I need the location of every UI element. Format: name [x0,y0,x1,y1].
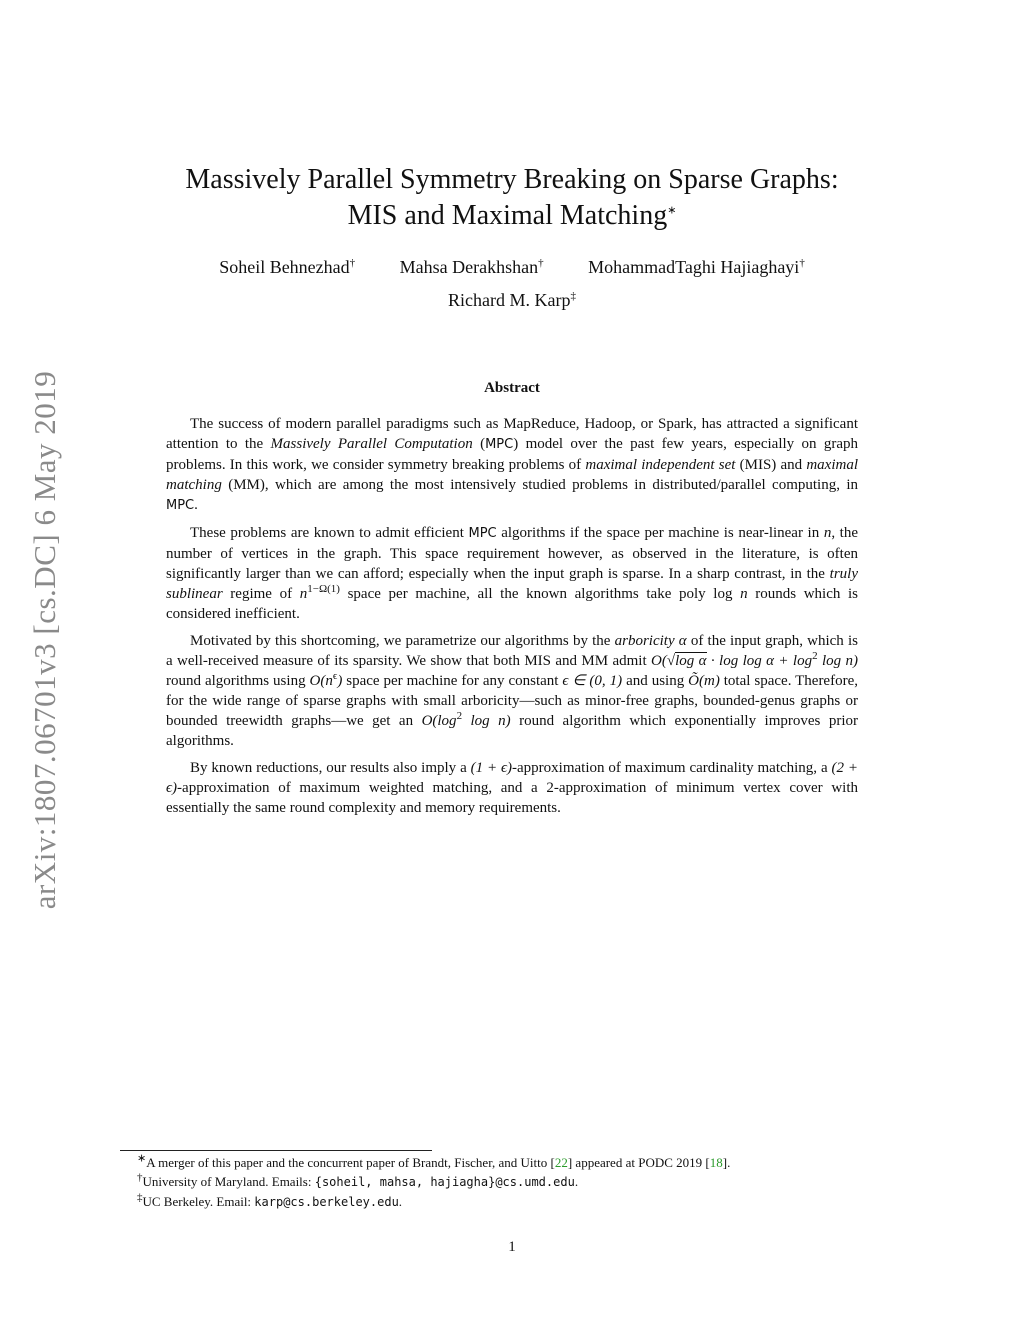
math-expression: O( [651,653,667,669]
footnote-mark: ‡ [137,1191,143,1204]
sqrt-sign: √ [666,653,676,669]
text-run: of the input graph, which is a well-received measure of its sparsity. We show that both MIS and MM admit [166,633,858,669]
email-address: karp@cs.berkeley.edu [254,1195,399,1209]
authors-row [0,257,1024,278]
math-symbol: n [740,586,748,602]
text-run: total space. Therefore, for the wide range of sparse graphs with small arboricity—such as minor-free graphs, bounded-genus graphs or bounded treewidth graphs—we get an [166,673,858,729]
title-line-2 [0,198,1024,234]
mpc-term: MPC [468,526,497,541]
arxiv-stamp: arXiv:1807.06701v3 [cs.DC] 6 May 2019 [27,370,62,910]
text-run: ) model over the past few years, especially on graph problems. In this work, we consider symmetry breaking problems of [166,436,859,473]
text-run: , the number of vertices in the graph. This space requirement however, as observed in the literature, is often significantly larger than we can afford; especially when the input graph is sparse. In a sharp contrast, in the [166,525,858,582]
emphasis: arboricity [614,633,675,649]
math-expression: ) [337,673,343,689]
text-run: . [574,1174,579,1189]
citation-link-22[interactable]: 22 [554,1155,568,1170]
math-expression: O(log [421,713,457,729]
text-run: round algorithm which exponentially improves prior algorithms. [166,713,858,749]
text-run: -approximation of maximum weighted matching, and a 2-approximation of minimum vertex cover with essentially the same round complexity and memory requirements. [166,780,858,816]
author-name: Soheil Behnezhad [219,257,350,277]
text-run: ]. [722,1155,731,1170]
math-exponent: ϵ [332,670,338,682]
page-number: 1 [508,1239,516,1255]
footnote-rule [120,1150,432,1151]
author-mark: † [799,257,805,269]
math-symbol: n [299,586,308,602]
author-name: Richard M. Karp [448,290,571,310]
footnote-berkeley [137,1192,917,1212]
abstract-paragraph-1 [166,414,858,516]
math-expression: O(n [309,673,333,689]
paper-title [0,162,1024,234]
text-run: The success of modern parallel paradigms such as MapReduce, Hadoop, or Spark, has attracted a significant attention to the [166,416,858,452]
math-symbol: n [823,525,832,541]
text-run: A merger of this paper and the concurrent paper of Brandt, Fischer, and Uitto [ [146,1155,555,1170]
abstract-paragraph-3 [166,631,858,751]
text-run: UC Berkeley. Email: [142,1194,255,1209]
text-run: ] appeared at PODC 2019 [ [567,1155,710,1170]
math-expression: (1 + ϵ) [470,760,513,776]
text-run: (MIS) and [735,457,807,473]
title-line-1: Massively Parallel Symmetry Breaking on Sparse Graphs: [185,164,839,195]
text-run: space per machine for any constant [342,673,563,689]
emphasis: truly sublinear [166,566,858,602]
text-run: (MM), which are among the most intensively studied problems in distributed/parallel computing, in [221,477,858,493]
math-expression: log n) [462,713,511,729]
math-expression: ϵ ∈ (0, 1) [562,673,623,689]
text-run: space per machine, all the known algorithms take poly log [339,586,741,602]
footnote-mark: ∗ [137,1152,147,1165]
author-karp [448,290,576,310]
text-run: algorithms if the space per machine is near-linear in [496,525,824,541]
math-expression: log n) [817,653,859,669]
author-behnezhad [219,257,355,278]
author-mark: † [349,257,356,269]
mpc-term: MPC [485,437,514,452]
math-exponent: 2 [812,650,818,662]
math-expression: (2 + ϵ) [166,760,858,796]
author-name: Mahsa Derakhshan [399,257,539,277]
abstract-paragraph-2 [166,523,858,624]
author-derakhshan [400,257,544,278]
math-expression: Õ(m) [688,673,720,689]
footnotes [137,1153,917,1212]
author-name: MohammadTaghi Hajiaghayi [588,257,800,277]
author-mark: ‡ [570,290,576,302]
title-footnote-mark: ∗ [667,204,677,217]
text-run: By known reductions, our results also imply a [190,760,471,776]
text-run: . [398,1194,403,1209]
math-symbol: α [674,633,687,649]
text-run: -approximation of maximum cardinality matching, a [512,760,832,776]
email-address: {soheil, mahsa, hajiagha}@cs.umd.edu [314,1175,575,1189]
abstract-heading: Abstract [484,380,540,396]
citation-link-18[interactable]: 18 [709,1155,723,1170]
emphasis: maximal matching [166,457,859,493]
text-run: and using [622,673,689,689]
footnote-merger [137,1153,917,1172]
title-line-2-text: MIS and Maximal Matching [347,200,668,231]
math-exponent: 2 [456,710,463,722]
author-hajiaghayi [588,257,805,278]
text-run: University of Maryland. Emails: [142,1174,315,1189]
text-run: regime of [222,586,300,602]
emphasis: maximal independent set [585,457,736,473]
text-run: round algorithms using [166,673,310,689]
footnote-maryland [137,1172,917,1192]
authors-row-2 [0,290,1024,311]
abstract-paragraph-4 [166,758,858,818]
text-run: These problems are known to admit efficient [190,525,469,541]
text-run: ( [472,436,486,452]
text-run: rounds which is considered inefficient. [166,586,859,622]
footnote-mark: † [137,1171,143,1184]
math-radicand: log α [675,653,707,669]
text-run: . [194,497,198,513]
abstract-body [166,414,858,825]
author-mark: † [538,257,544,269]
emphasis: Massively Parallel Computation [270,436,473,452]
math-expression: · log log α + log [706,653,813,669]
mpc-term: MPC [166,498,195,513]
math-exponent: 1−Ω(1) [307,583,340,595]
text-run: Motivated by this shortcoming, we parametrize our algorithms by the [190,633,615,649]
